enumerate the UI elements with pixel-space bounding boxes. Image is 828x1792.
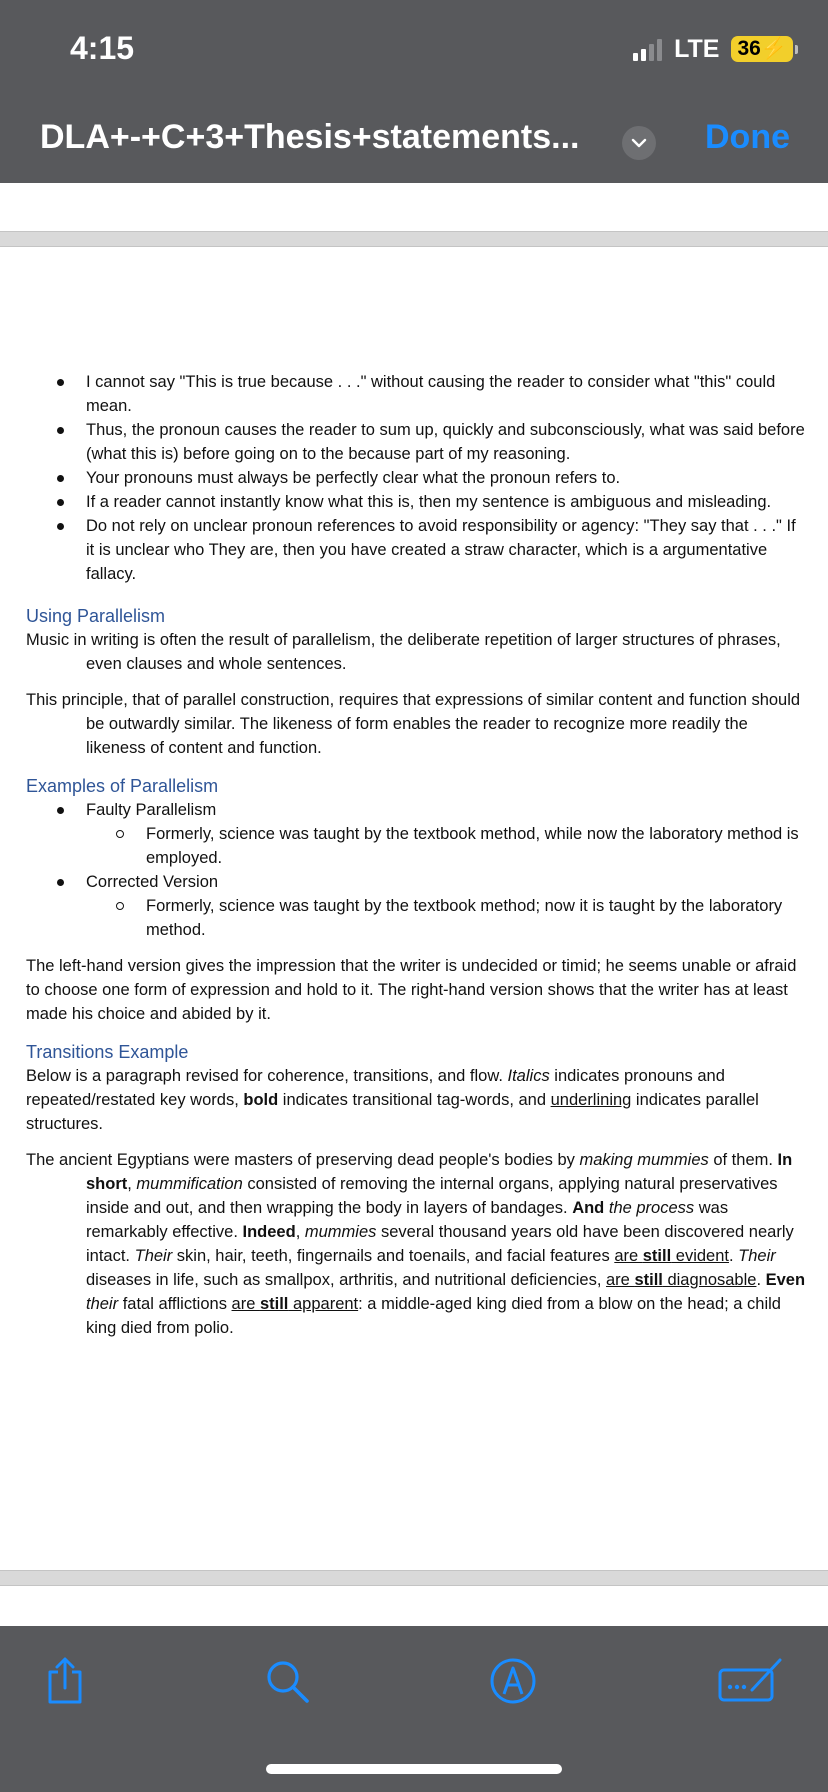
home-indicator[interactable]	[266, 1764, 562, 1774]
list-item: I cannot say "This is true because . . ." without causing the reader to consider what "this" could mean.	[26, 370, 806, 418]
list-item-faulty: Faulty Parallelism	[26, 798, 806, 822]
status-indicators	[633, 34, 798, 64]
heading-transitions-example: Transitions Example	[26, 1042, 189, 1062]
list-item: Do not rely on unclear pronoun references to avoid responsibility or agency: "They say that . . ." If it is unclear who They are, then you have created a straw character, which is a argumentative fallacy.	[26, 514, 806, 586]
page-divider-bottom	[0, 1570, 828, 1586]
list-item: Your pronouns must always be perfectly clear what the pronoun refers to.	[26, 466, 806, 490]
markup-icon[interactable]	[488, 1656, 538, 1706]
title-menu-button[interactable]	[622, 126, 656, 160]
sub-item-corrected: Formerly, science was taught by the textbook method; now it is taught by the laboratory method.	[26, 894, 806, 942]
paragraph-left-hand: The left-hand version gives the impression that the writer is undecided or timid; he seems unable or afraid to choose one form of expression and hold to it. The right-hand version shows that the writer has at least made his choice and abided by it.	[26, 957, 797, 1023]
done-button[interactable]: Done	[705, 118, 790, 156]
list-item: If a reader cannot instantly know what this is, then my sentence is ambiguous and misleading.	[26, 490, 806, 514]
list-item-corrected: Corrected Version	[26, 870, 806, 894]
share-icon[interactable]	[40, 1656, 90, 1706]
paragraph-music: Music in writing is often the result of parallelism, the deliberate repetition of larger structures of phrases, even clauses and whole sentences.	[26, 631, 781, 673]
paragraph-transitions-intro: Below is a paragraph revised for coherence, transitions, and flow. Italics indicates pronouns and repeated/restated key words, bold indicates transitional tag-words, and underlining indicates parallel structures.	[26, 1067, 759, 1133]
signature-icon[interactable]	[718, 1656, 784, 1706]
cellular-signal-icon	[633, 37, 662, 61]
battery-icon	[731, 36, 798, 62]
top-bar	[0, 0, 828, 183]
status-time: 4:15	[70, 30, 135, 66]
heading-using-parallelism: Using Parallelism	[26, 606, 166, 626]
sub-item-faulty: Formerly, science was taught by the textbook method, while now the laboratory method is employed.	[26, 822, 806, 870]
chevron-down-icon	[631, 138, 647, 148]
document-page	[26, 370, 806, 1340]
network-type: LTE	[674, 34, 720, 63]
list-item: Thus, the pronoun causes the reader to sum up, quickly and subconsciously, what was said before (what this is) before going on to the because part of my reasoning.	[26, 418, 806, 466]
search-icon[interactable]	[262, 1656, 312, 1706]
battery-level: 36⚡	[731, 36, 793, 62]
document-title: DLA+-+C+3+Thesis+statements...	[40, 118, 580, 156]
page-divider-top	[0, 231, 828, 247]
paragraph-egyptians: The ancient Egyptians were masters of preserving dead people's bodies by making mummies of them. In short, mummification consisted of removing the internal organs, applying natural preservatives inside and out, and then wrapping the body in layers of bandages. And the process was remarkably effective. Indeed, mummies several thousand years old have been discovered nearly intact. Their skin, hair, teeth, fingernails and toenails, and facial features are still evident. Their diseases in life, such as smallpox, arthritis, and nutritional deficiencies, are still diagnosable. Even their fatal afflictions are still apparent: a middle-aged king died from a blow on the head; a child king died from polio.	[26, 1151, 806, 1337]
heading-examples-parallelism: Examples of Parallelism	[26, 776, 219, 796]
paragraph-principle: This principle, that of parallel construction, requires that expressions of similar content and function should be outwardly similar. The likeness of form enables the reader to recognize more readily the likeness of content and function.	[26, 691, 801, 757]
